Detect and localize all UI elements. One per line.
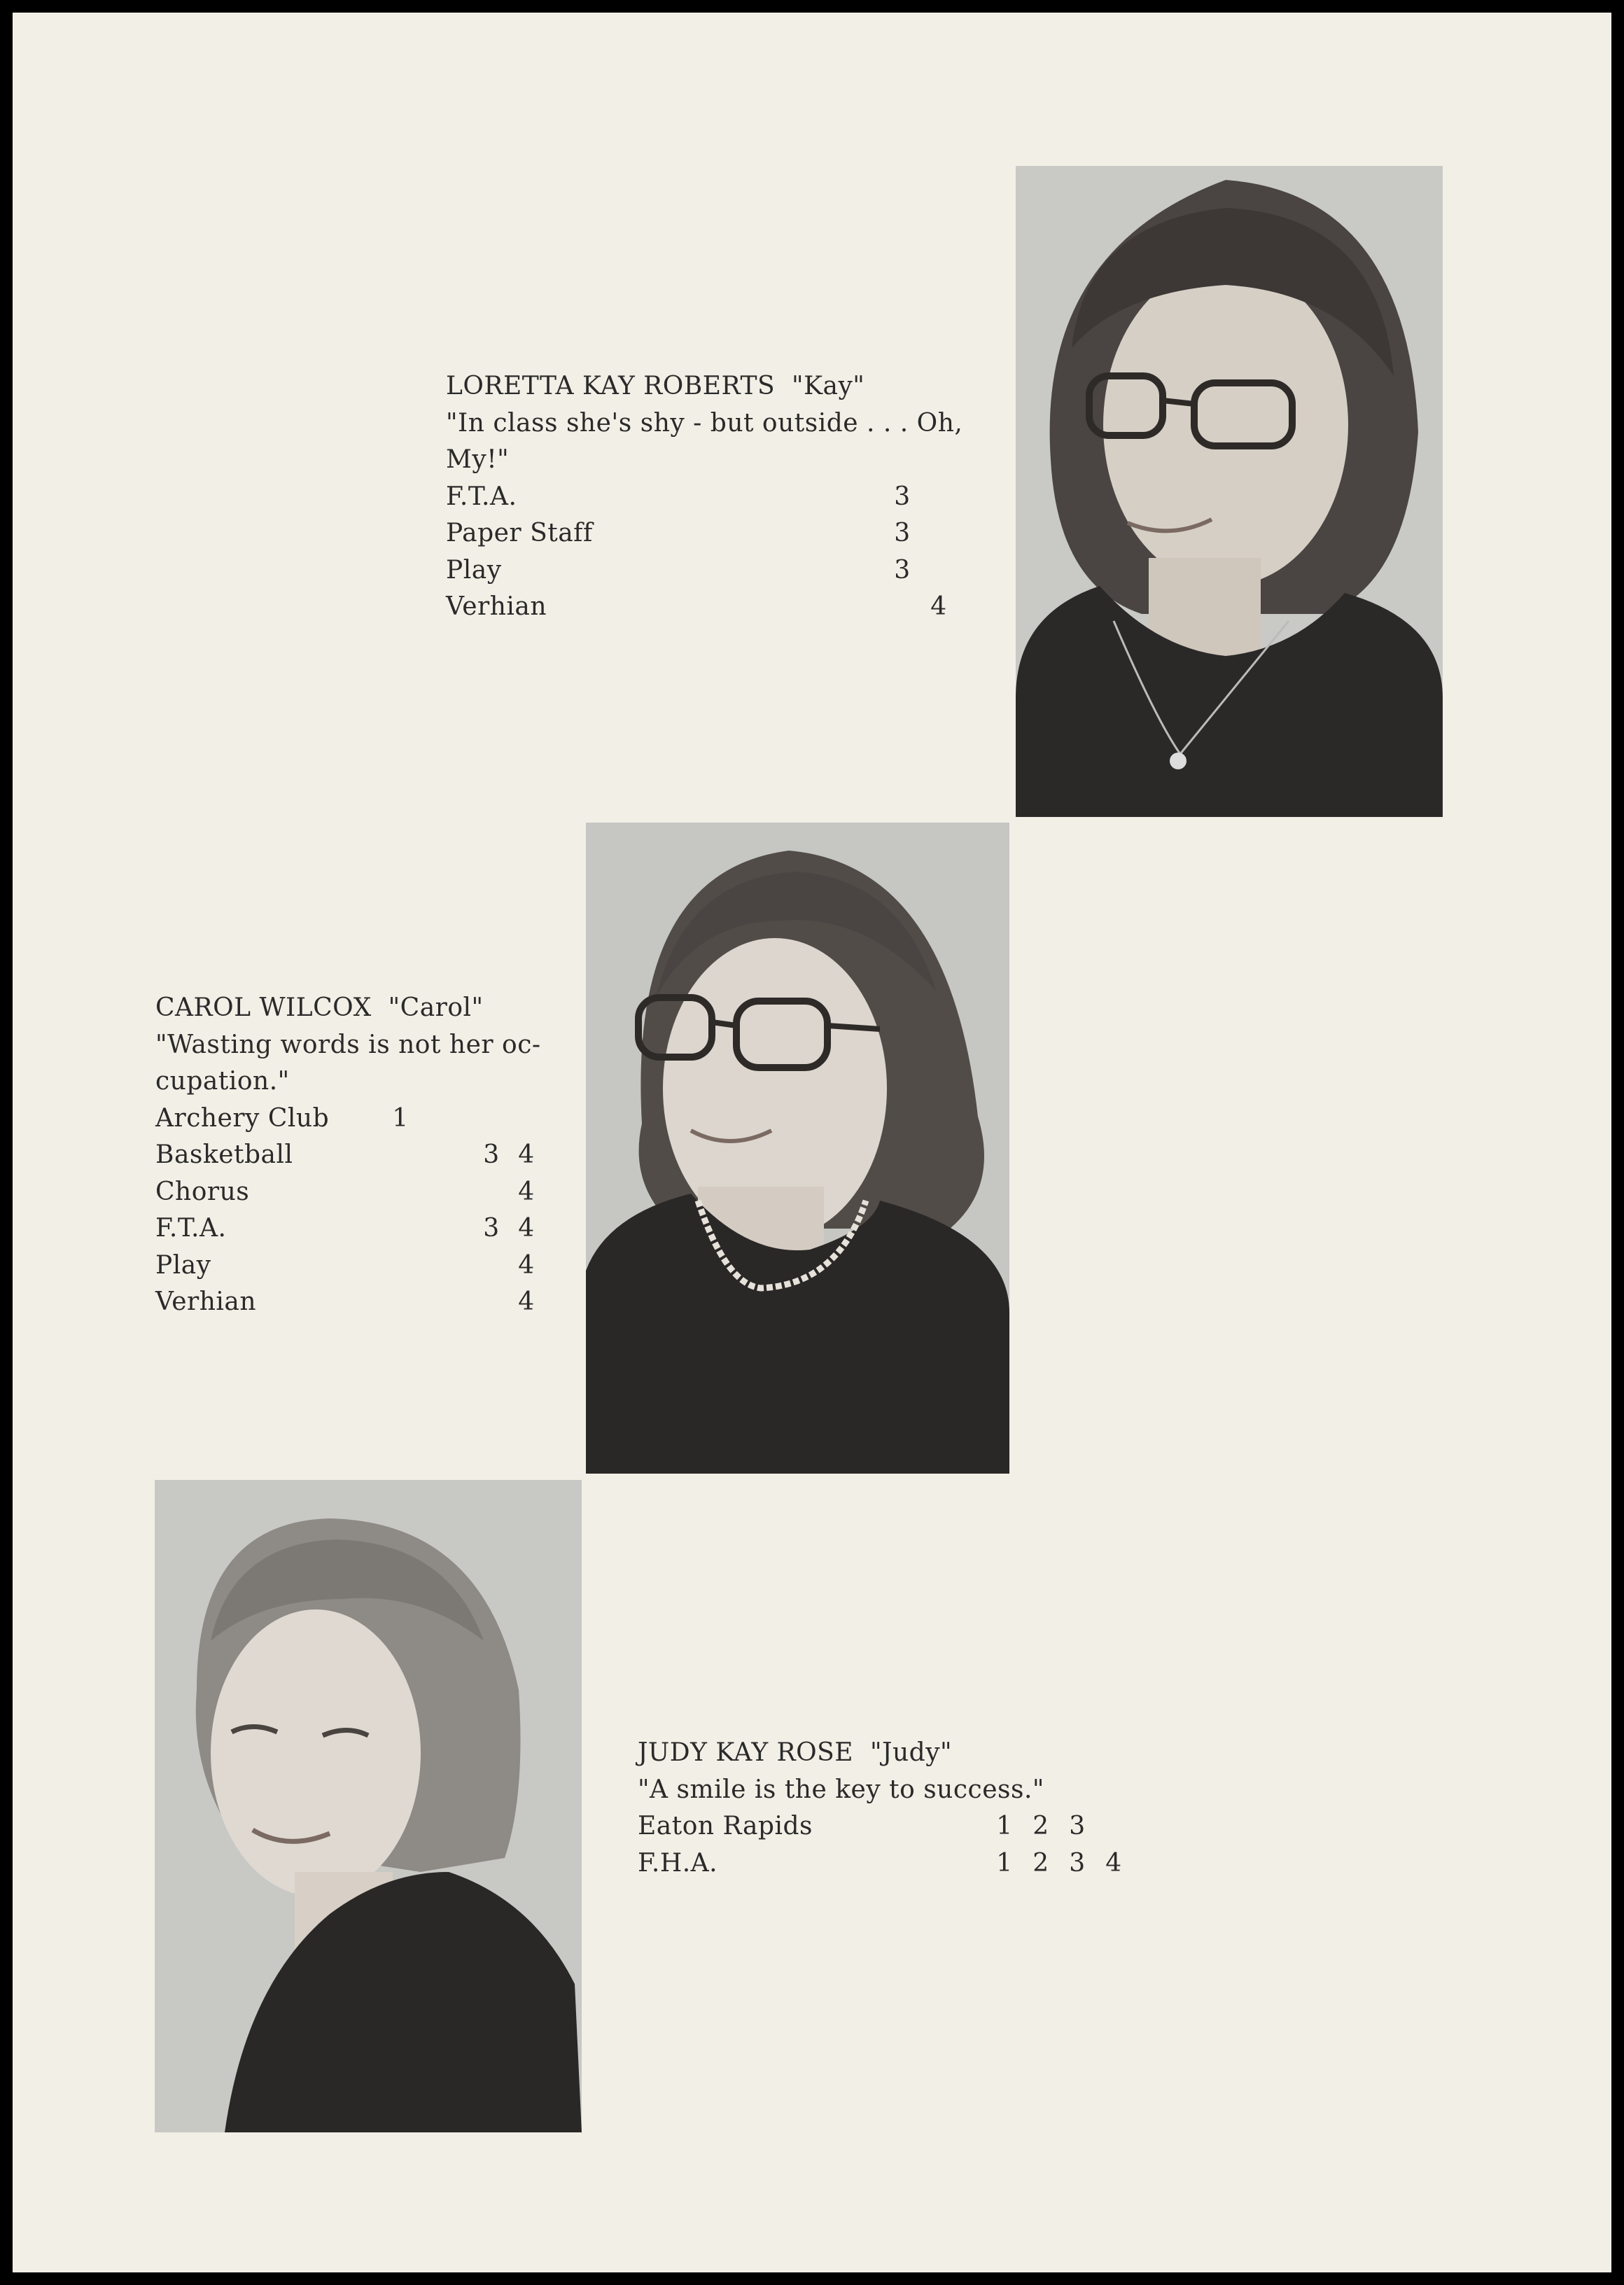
activity-year: 3 <box>483 1214 500 1243</box>
activity-name: F.T.A. <box>446 482 517 511</box>
activity-year: 4 <box>518 1214 535 1243</box>
activity-row <box>155 1100 547 1138</box>
student-quote-line: "In class she's shy - but outside . . . Oh, <box>446 408 963 438</box>
activity-name: Verhian <box>155 1287 257 1316</box>
student-name-line <box>155 990 547 1027</box>
portrait-photo-roberts <box>1016 166 1443 817</box>
activity-year: 4 <box>518 1177 535 1206</box>
activity-year: 2 <box>1032 1812 1049 1840</box>
portrait-photo-wilcox <box>586 823 1009 1474</box>
activity-name: Basketball <box>155 1140 293 1169</box>
activity-row <box>155 1174 547 1211</box>
student-name: CAROL WILCOX <box>155 993 372 1022</box>
activity-year: 3 <box>894 555 911 585</box>
activity-name: Play <box>446 555 502 585</box>
activity-year: 3 <box>483 1140 500 1169</box>
student-quote-line: cupation." <box>155 1067 290 1096</box>
activity-row <box>446 515 978 552</box>
student-entry-wilcox <box>155 990 547 1321</box>
activity-year: 3 <box>1069 1812 1086 1840</box>
activity-row <box>155 1210 547 1248</box>
student-entry-rose <box>638 1735 1212 1882</box>
activity-name: F.H.A. <box>638 1848 718 1878</box>
activity-year: 3 <box>894 482 911 511</box>
student-nickname: "Carol" <box>388 993 484 1022</box>
activity-year: 4 <box>518 1250 535 1280</box>
activity-year: 2 <box>1032 1848 1049 1878</box>
activity-row <box>638 1845 1212 1882</box>
activity-year: 1 <box>996 1812 1013 1840</box>
activity-name: Verhian <box>446 592 547 621</box>
yearbook-page <box>13 13 1611 2272</box>
student-quote-line: "A smile is the key to success." <box>638 1775 1044 1804</box>
student-nickname: "Judy" <box>869 1738 953 1767</box>
activity-row <box>446 552 978 589</box>
activity-row <box>155 1137 547 1174</box>
student-entry-roberts <box>446 368 978 626</box>
activity-name: Play <box>155 1250 211 1280</box>
student-quote-line: "Wasting words is not her oc- <box>155 1030 541 1059</box>
activity-year: 1 <box>392 1103 409 1133</box>
student-name-line <box>638 1735 1212 1772</box>
activity-name: F.T.A. <box>155 1214 227 1243</box>
activity-year: 3 <box>894 519 911 547</box>
student-name: LORETTA KAY ROBERTS <box>446 372 776 400</box>
activity-row <box>155 1284 547 1321</box>
activity-row <box>446 479 978 516</box>
activity-name: Eaton Rapids <box>638 1812 813 1840</box>
activity-name: Archery Club <box>155 1103 330 1133</box>
activity-year: 4 <box>1105 1848 1122 1878</box>
activity-year: 4 <box>518 1140 535 1169</box>
activity-name: Paper Staff <box>446 519 593 547</box>
activity-year: 3 <box>1069 1848 1086 1878</box>
activity-year: 1 <box>996 1848 1013 1878</box>
student-name: JUDY KAY ROSE <box>638 1738 854 1767</box>
student-nickname: "Kay" <box>792 372 865 400</box>
activity-year: 4 <box>930 592 947 621</box>
student-quote-line: My!" <box>446 445 510 474</box>
activity-row <box>155 1248 547 1285</box>
student-name-line <box>446 368 978 405</box>
activity-year: 4 <box>518 1287 535 1316</box>
activity-name: Chorus <box>155 1177 250 1206</box>
activity-row <box>446 589 978 626</box>
portrait-photo-rose <box>155 1480 582 2132</box>
activity-row <box>638 1808 1212 1845</box>
